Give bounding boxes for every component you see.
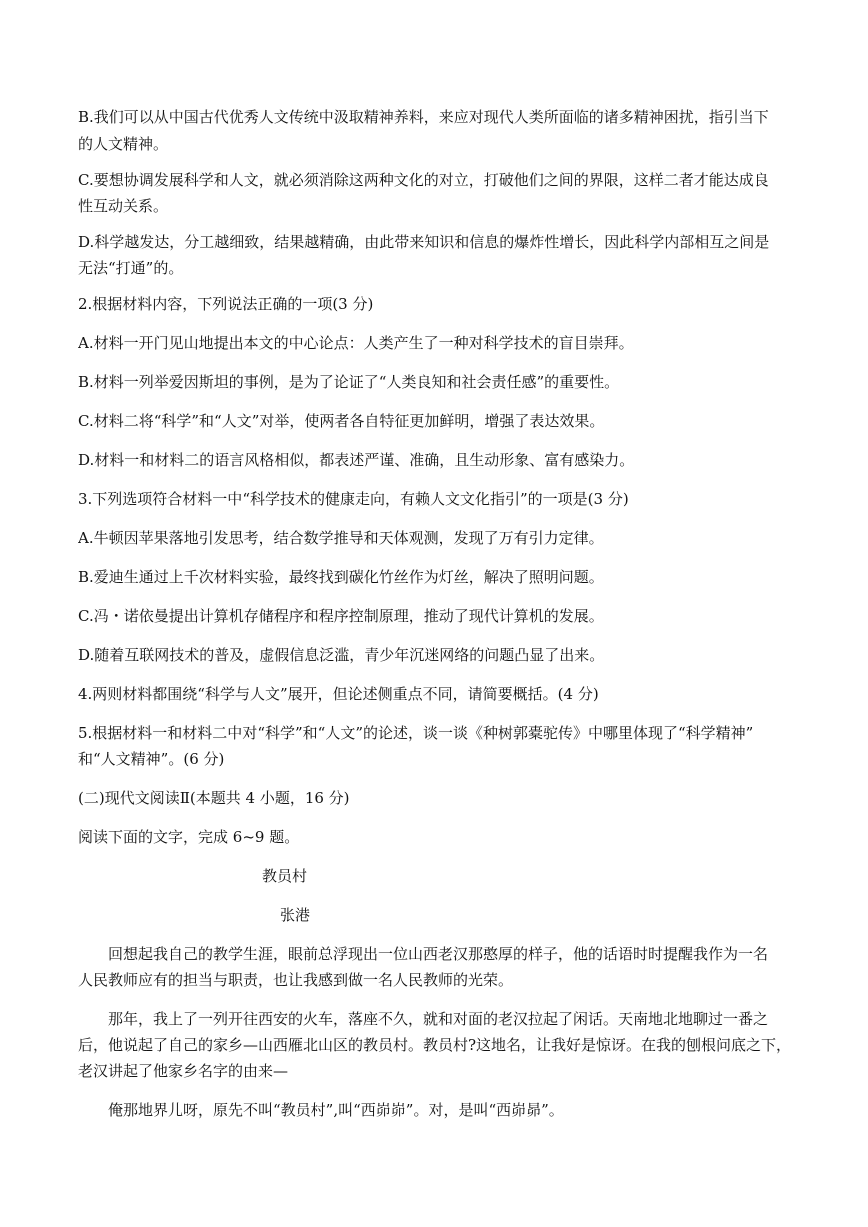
option-c-line-1: C.要想协调发展科学和人文，就必须消除这两种文化的对立，打破他们之间的界限，这样二者才能达成良 <box>78 171 769 189</box>
article-title: 教员村 <box>262 867 308 885</box>
question-5-line-1: 5.根据材料一和材料二中对“科学”和“人文”的论述，谈一谈《种树郭橐驼传》中哪里体现了“科学精神” <box>78 724 754 742</box>
question-3-option-b: B.爱迪生通过上千次材料实验，最终找到碳化竹丝作为灯丝，解决了照明问题。 <box>78 568 604 586</box>
question-4: 4.两则材料都围绕“科学与人文”展开，但论述侧重点不同，请简要概括。(4 分) <box>78 685 599 703</box>
option-d-line-1: D.科学越发达，分工越细致，结果越精确，由此带来知识和信息的爆炸性增长，因此科学内部相互之间是 <box>78 233 770 251</box>
paragraph-1-line-2: 人民教师应有的担当与职责，也让我感到做一名人民教师的光荣。 <box>78 971 514 989</box>
question-2-option-b: B.材料一列举爱因斯坦的事例，是为了论证了“人类良知和社会责任感”的重要性。 <box>78 373 620 391</box>
option-b-line-2: 的人文精神。 <box>78 135 169 153</box>
paragraph-2-line-3: 老汉讲起了他家乡名字的由来— <box>78 1062 289 1080</box>
section-heading: (二)现代文阅读Ⅱ(本题共 4 小题，16 分) <box>78 789 350 807</box>
paragraph-2-line-2: 后，他说起了自己的家乡—山西雁北山区的教员村。教员村?这地名，让我好是惊讶。在我的刨根问底之下， <box>78 1036 792 1054</box>
question-3-option-c: C.冯・诺依曼提出计算机存储程序和程序控制原理，推动了现代计算机的发展。 <box>78 607 604 625</box>
paragraph-2-line-1: 那年，我上了一列开往西安的火车，落座不久，就和对面的老汉拉起了闲话。天南地北地聊过一番之 <box>108 1010 769 1028</box>
question-2-option-c: C.材料二将“科学”和“人文”对举，使两者各自特征更加鲜明，增强了表达效果。 <box>78 412 605 430</box>
option-b-line-1: B.我们可以从中国古代优秀人文传统中汲取精神养料，来应对现代人类所面临的诸多精神困扰，指引当下 <box>78 108 769 126</box>
question-3-option-d: D.随着互联网技术的普及，虚假信息泛滥，青少年沉迷网络的问题凸显了出来。 <box>78 646 605 664</box>
reading-instruction: 阅读下面的文字，完成 6~9 题。 <box>78 828 300 846</box>
question-5-line-2: 和“人文精神”。(6 分) <box>78 750 225 768</box>
question-3: 3.下列选项符合材料一中“科学技术的健康走向，有赖人文文化指引”的一项是(3 分) <box>78 490 629 508</box>
article-author: 张港 <box>280 906 311 924</box>
question-2-option-a: A.材料一开门见山地提出本文的中心论点：人类产生了一种对科学技术的盲目崇拜。 <box>78 334 634 352</box>
paragraph-3: 俺那地界儿呀，原先不叫“教员村”,叫“西峁峁”。对，是叫“西峁昴”。 <box>108 1101 564 1119</box>
option-d-line-2: 无法“打通”的。 <box>78 259 184 277</box>
question-2-option-d: D.材料一和材料二的语言风格相似，都表述严谨、准确，且生动形象、富有感染力。 <box>78 451 635 469</box>
paragraph-1-line-1: 回想起我自己的教学生涯，眼前总浮现出一位山西老汉那憨厚的样子，他的话语时时提醒我作为一名 <box>108 945 769 963</box>
question-3-option-a: A.牛顿因苹果落地引发思考，结合数学推导和天体观测，发现了万有引力定律。 <box>78 529 604 547</box>
question-2: 2.根据材料内容，下列说法正确的一项(3 分) <box>78 295 374 313</box>
option-c-line-2: 性互动关系。 <box>78 197 169 215</box>
